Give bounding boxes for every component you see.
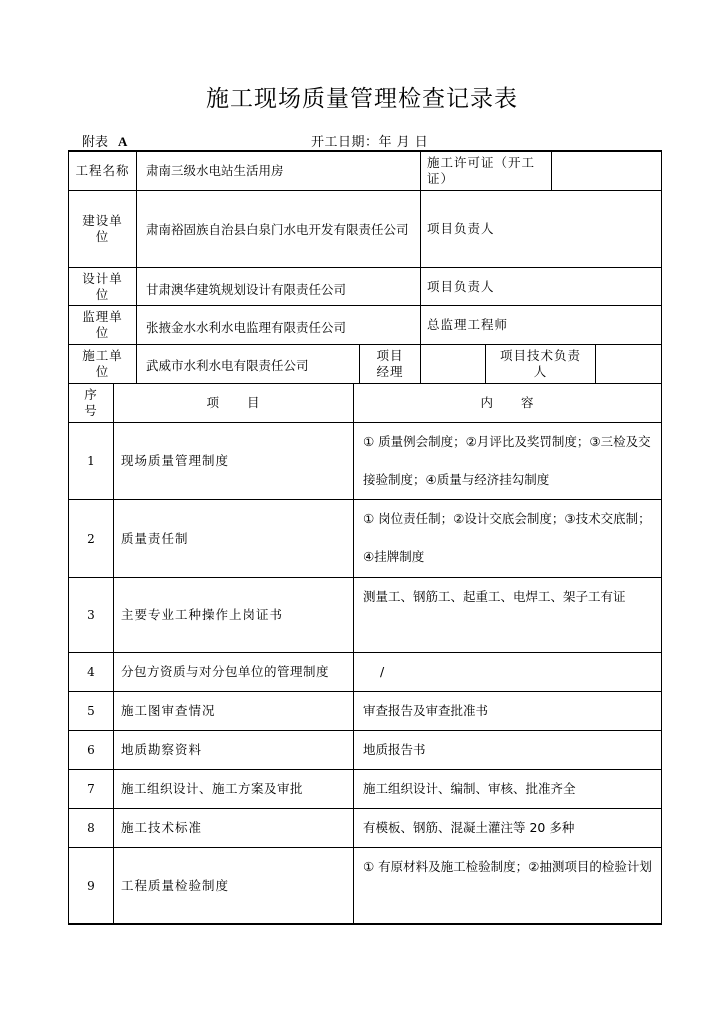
row-5-no: 5 bbox=[87, 704, 95, 718]
annex-code: A bbox=[118, 134, 128, 149]
row-9-item: 工程质量检验制度 bbox=[121, 877, 230, 893]
column-header-no: 序号 bbox=[84, 387, 98, 418]
row-6-no: 6 bbox=[87, 743, 95, 757]
builder-value: 肃南裕固族自治县白泉门水电开发有限责任公司 bbox=[146, 221, 409, 237]
chief-supervisor-label: 总监理工程师 bbox=[427, 317, 509, 332]
row-1-item: 现场质量管理制度 bbox=[121, 453, 230, 468]
page-title: 施工现场质量管理检查记录表 bbox=[206, 86, 518, 112]
inspection-table bbox=[68, 150, 662, 924]
builder-label: 建设单位 bbox=[82, 213, 123, 244]
permit-value bbox=[552, 151, 661, 190]
start-date: 开工日期：年 月 日 bbox=[311, 135, 429, 150]
row-1-content: ① 质量例会制度；②月评比及奖罚制度；③三检及交接验制度；④质量与经济挂勾制度 bbox=[363, 434, 651, 487]
builder-pm-value bbox=[552, 191, 661, 267]
row-9-no: 9 bbox=[87, 878, 95, 893]
designer-value: 甘肃澳华建筑规划设计有限责任公司 bbox=[146, 281, 347, 297]
row-2-item: 质量责任制 bbox=[121, 530, 189, 546]
designer-pm-label: 项目负责人 bbox=[427, 278, 495, 294]
row-3-no: 3 bbox=[87, 608, 95, 622]
row-1-no: 1 bbox=[87, 454, 95, 468]
designer-pm-value bbox=[552, 268, 661, 305]
permit-label: 施工许可证（开工证） bbox=[427, 154, 536, 186]
row-5-content: 审查报告及审查批准书 bbox=[363, 703, 489, 718]
row-8-content: 有模板、钢筋、混凝土灌注等 20 多种 bbox=[363, 820, 575, 835]
row-7-item: 施工组织设计、施工方案及审批 bbox=[121, 781, 304, 796]
row-4-content: / bbox=[380, 664, 385, 679]
row-7-no: 7 bbox=[87, 782, 95, 796]
row-3-item: 主要专业工种操作上岗证书 bbox=[121, 607, 284, 622]
builder-pm-label: 项目负责人 bbox=[427, 221, 495, 236]
project-name-label: 工程名称 bbox=[75, 162, 130, 178]
annex-label: 附表 A bbox=[82, 134, 128, 150]
contractor-pm-value bbox=[421, 345, 485, 383]
contractor-label: 施工单位 bbox=[82, 348, 123, 379]
row-8-no: 8 bbox=[87, 821, 95, 835]
column-header-item: 项 目 bbox=[206, 395, 261, 410]
tech-lead-label: 项目技术负责人 bbox=[500, 348, 582, 379]
row-5-item: 施工图审查情况 bbox=[121, 703, 216, 718]
row-2-content: ① 岗位责任制；②设计交底会制度；③技术交底制；④挂牌制度 bbox=[363, 511, 651, 564]
row-8-item: 施工技术标准 bbox=[121, 820, 203, 835]
row-3-content: 测量工、钢筋工、起重工、电焊工、架子工有证 bbox=[363, 589, 626, 604]
supervisor-value: 张掖金水水利水电监理有限责任公司 bbox=[146, 320, 347, 335]
row-2-no: 2 bbox=[87, 531, 95, 546]
column-header-content: 内 容 bbox=[480, 395, 535, 410]
row-7-content: 施工组织设计、编制、审核、批准齐全 bbox=[363, 781, 576, 796]
project-name-value: 肃南三级水电站生活用房 bbox=[146, 162, 284, 178]
row-6-content: 地质报告书 bbox=[363, 742, 426, 757]
contractor-value: 武威市水利水电有限责任公司 bbox=[146, 358, 309, 373]
chief-supervisor-value bbox=[552, 306, 661, 344]
row-4-item: 分包方资质与对分包单位的管理制度 bbox=[121, 664, 330, 679]
supervisor-label: 监理单位 bbox=[82, 309, 123, 340]
contractor-pm-label: 项目经理 bbox=[376, 348, 404, 379]
designer-label: 设计单位 bbox=[82, 270, 123, 302]
row-9-content: ① 有原材料及施工检验制度；②抽测项目的检验计划 bbox=[363, 859, 652, 874]
tech-lead-value bbox=[596, 345, 661, 383]
row-4-no: 4 bbox=[87, 665, 95, 679]
row-6-item: 地质勘察资料 bbox=[121, 742, 203, 757]
